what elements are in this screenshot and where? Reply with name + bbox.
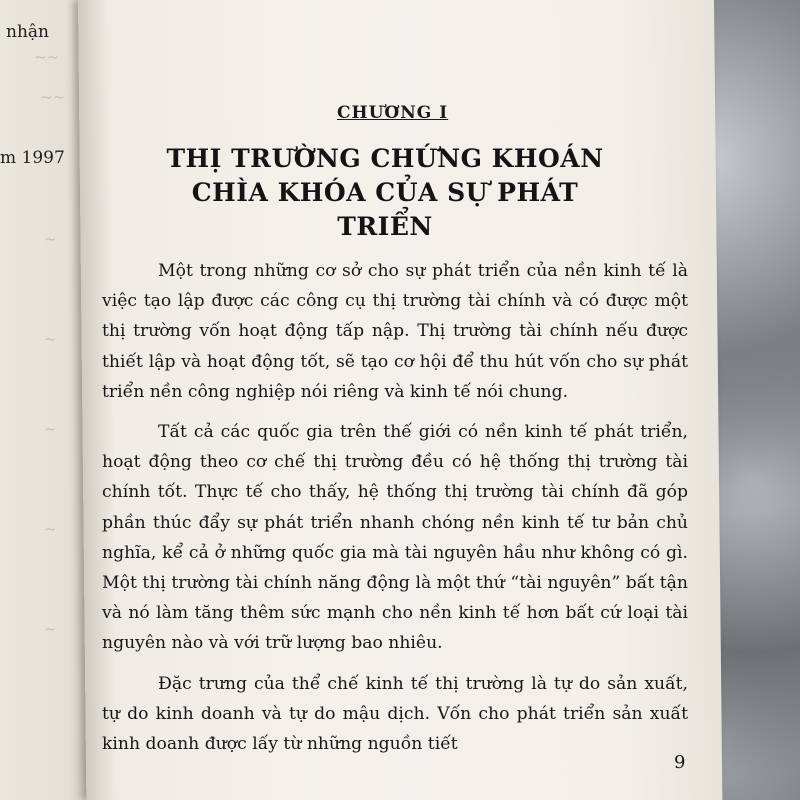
paragraph: Một trong những cơ sở cho sự phát triển của nền kinh tế là việc tạo lập được các công cụ thị trường tài chính và có được một thị trường vốn hoạt động tấp nập. Thị trường tài chính nếu được thiết lập và hoạt động tốt, sẽ tạo cơ hội để thu hút vốn cho sự phát triển nền công nghiệp nói riêng và kinh tế nói chung. bbox=[102, 261, 688, 402]
facing-page-fragment: nhận bbox=[6, 22, 49, 42]
chapter-label: CHƯƠNG I bbox=[337, 103, 449, 123]
paragraph: Đặc trưng của thể chế kinh tế thị trường là tự do sản xuất, tự do kinh doanh và tự do mậu dịch. Vốn cho phát triển sản xuất kinh doanh được lấy từ những nguồn tiết bbox=[102, 673, 688, 755]
facing-page: nhận m 1997 ~~ ~~ ~ ~ ~ ~ ~ bbox=[0, 0, 95, 800]
body-text bbox=[102, 256, 688, 769]
facing-page-fragment: m 1997 bbox=[0, 148, 65, 168]
chapter-title bbox=[150, 142, 620, 244]
chapter-title-line: THỊ TRƯỜNG CHỨNG KHOÁN bbox=[166, 144, 604, 173]
show-through-text bbox=[208, 0, 768, 30]
paragraph: Tất cả các quốc gia trên thế giới có nền kinh tế phát triển, hoạt động theo cơ chế thị trường đều có hệ thống thị trường tài chính tốt. Thực tế cho thấy, hệ thống thị trường tài chính đã góp phần thúc đẩy sự phát triển nhanh chóng nền kinh tế tư bản chủ nghĩa, kể cả ở những quốc gia mà tài nguyên hầu như không có gì. Một thị trường tài chính năng động là một thứ “tài nguyên” bất tận và nó làm tăng thêm sức mạnh cho nền kinh tế hơn bất cứ loại tài nguyên nào và với trữ lượng bao nhiêu. bbox=[102, 422, 688, 654]
page-number: 9 bbox=[674, 752, 686, 773]
chapter-title-line: CHÌA KHÓA CỦA SỰ PHÁT TRIỂN bbox=[191, 178, 579, 241]
